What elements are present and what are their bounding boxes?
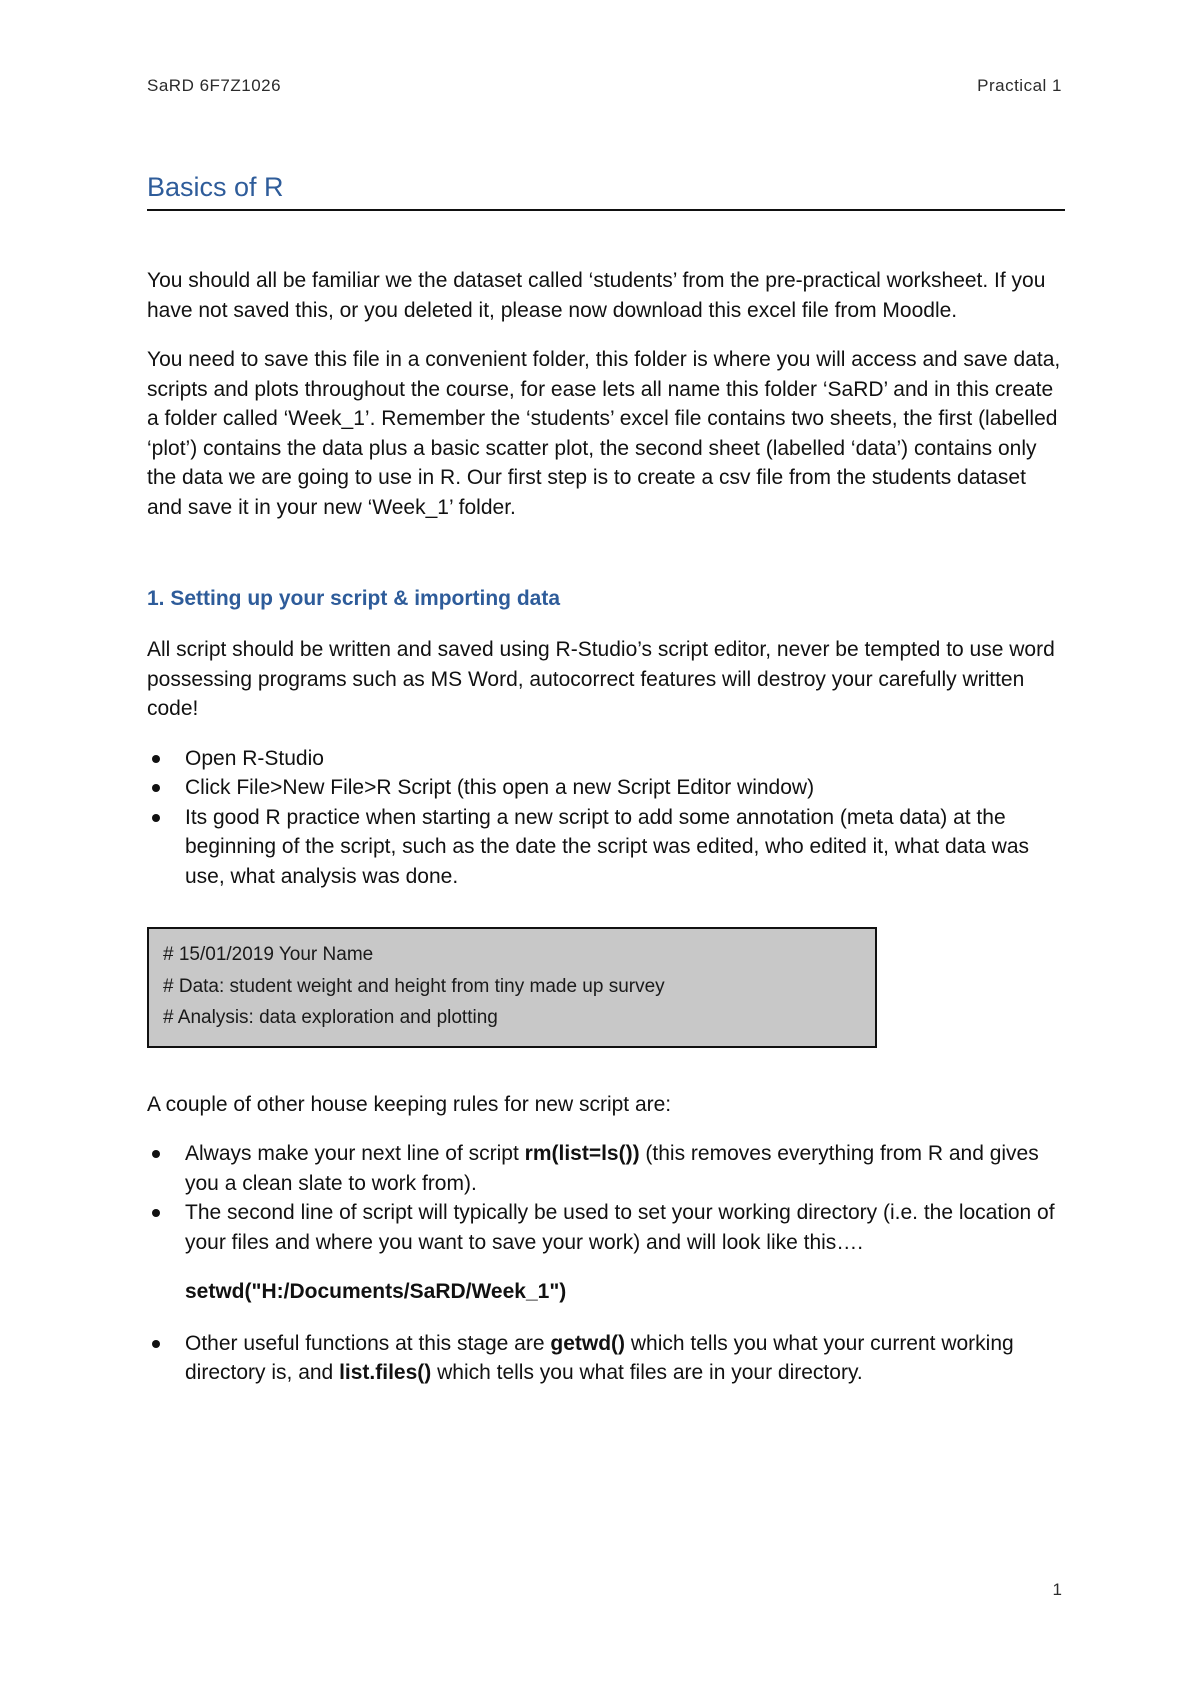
list-item: Its good R practice when starting a new script to add some annotation (meta data) at the beginning of the script, such as the date the script was edited, who edited it, what data was use, what analysis was done. [185, 803, 1065, 892]
section-heading: 1. Setting up your script & importing data [147, 587, 561, 610]
code-annotation-box [147, 927, 877, 1048]
list-item: Click File>New File>R Script (this open a new Script Editor window) [185, 773, 1065, 803]
housekeeping-intro: A couple of other house keeping rules for new script are: [147, 1092, 672, 1116]
document-body [147, 266, 1065, 1388]
page-title: Basics of R [147, 172, 1065, 211]
setwd-code-line: setwd("H:/Documents/SaRD/Week_1") [185, 1280, 567, 1303]
intro-paragraph-1: You should all be familiar we the dataset called ‘students’ from the pre-practical worksheet. If you have not saved this, or you deleted it, please now download this excel file from Moodle. [147, 269, 1046, 322]
list-item: Always make your next line of script rm(list=ls()) (this removes everything from R and gives you a clean slate to work from). [185, 1139, 1065, 1198]
housekeeping-list [147, 1139, 1065, 1388]
list-item: The second line of script will typically be used to set your working directory (i.e. the location of your files and where you want to save your work) and will look like this…. setwd("H:/Documents/SaRD/Week_1") [185, 1198, 1065, 1307]
inline-code: list.files() [339, 1361, 432, 1384]
header-course-code: SaRD 6F7Z1026 [147, 76, 282, 95]
intro-paragraph-2: You need to save this file in a convenient folder, this folder is where you will access and save data, scripts and plots throughout the course, for ease lets all name this folder ‘SaRD’ and in this create a folder called ‘Week_1’. Remember the ‘students’ excel file contains two sheets, the first (labelled ‘plot’) contains the data plus a basic scatter plot, the second sheet (labelled ‘data’) contains only the data we are going to use in R. Our first step is to create a csv file from the students dataset and save it in your new ‘Week_1’ folder. [147, 348, 1061, 519]
section-paragraph: All script should be written and saved using R-Studio’s script editor, never be tempted to use word possessing programs such as MS Word, autocorrect features will destroy your carefully written code! [147, 638, 1055, 720]
header-practical-label: Practical 1 [977, 76, 1062, 95]
code-line: # Analysis: data exploration and plotting [163, 1007, 498, 1028]
inline-code: rm(list=ls()) [524, 1142, 640, 1165]
steps-list [147, 744, 1065, 892]
inline-code: getwd() [550, 1331, 626, 1355]
list-item: Other useful functions at this stage are getwd() which tells you what your current working directory is, and list.files() which tells you what files are in your directory. [185, 1329, 1065, 1388]
page-number: 1 [1052, 1580, 1062, 1599]
list-item: Open R-Studio [185, 744, 1065, 774]
code-line: # 15/01/2019 Your Name [163, 944, 374, 965]
code-line: # Data: student weight and height from tiny made up survey [163, 975, 665, 997]
